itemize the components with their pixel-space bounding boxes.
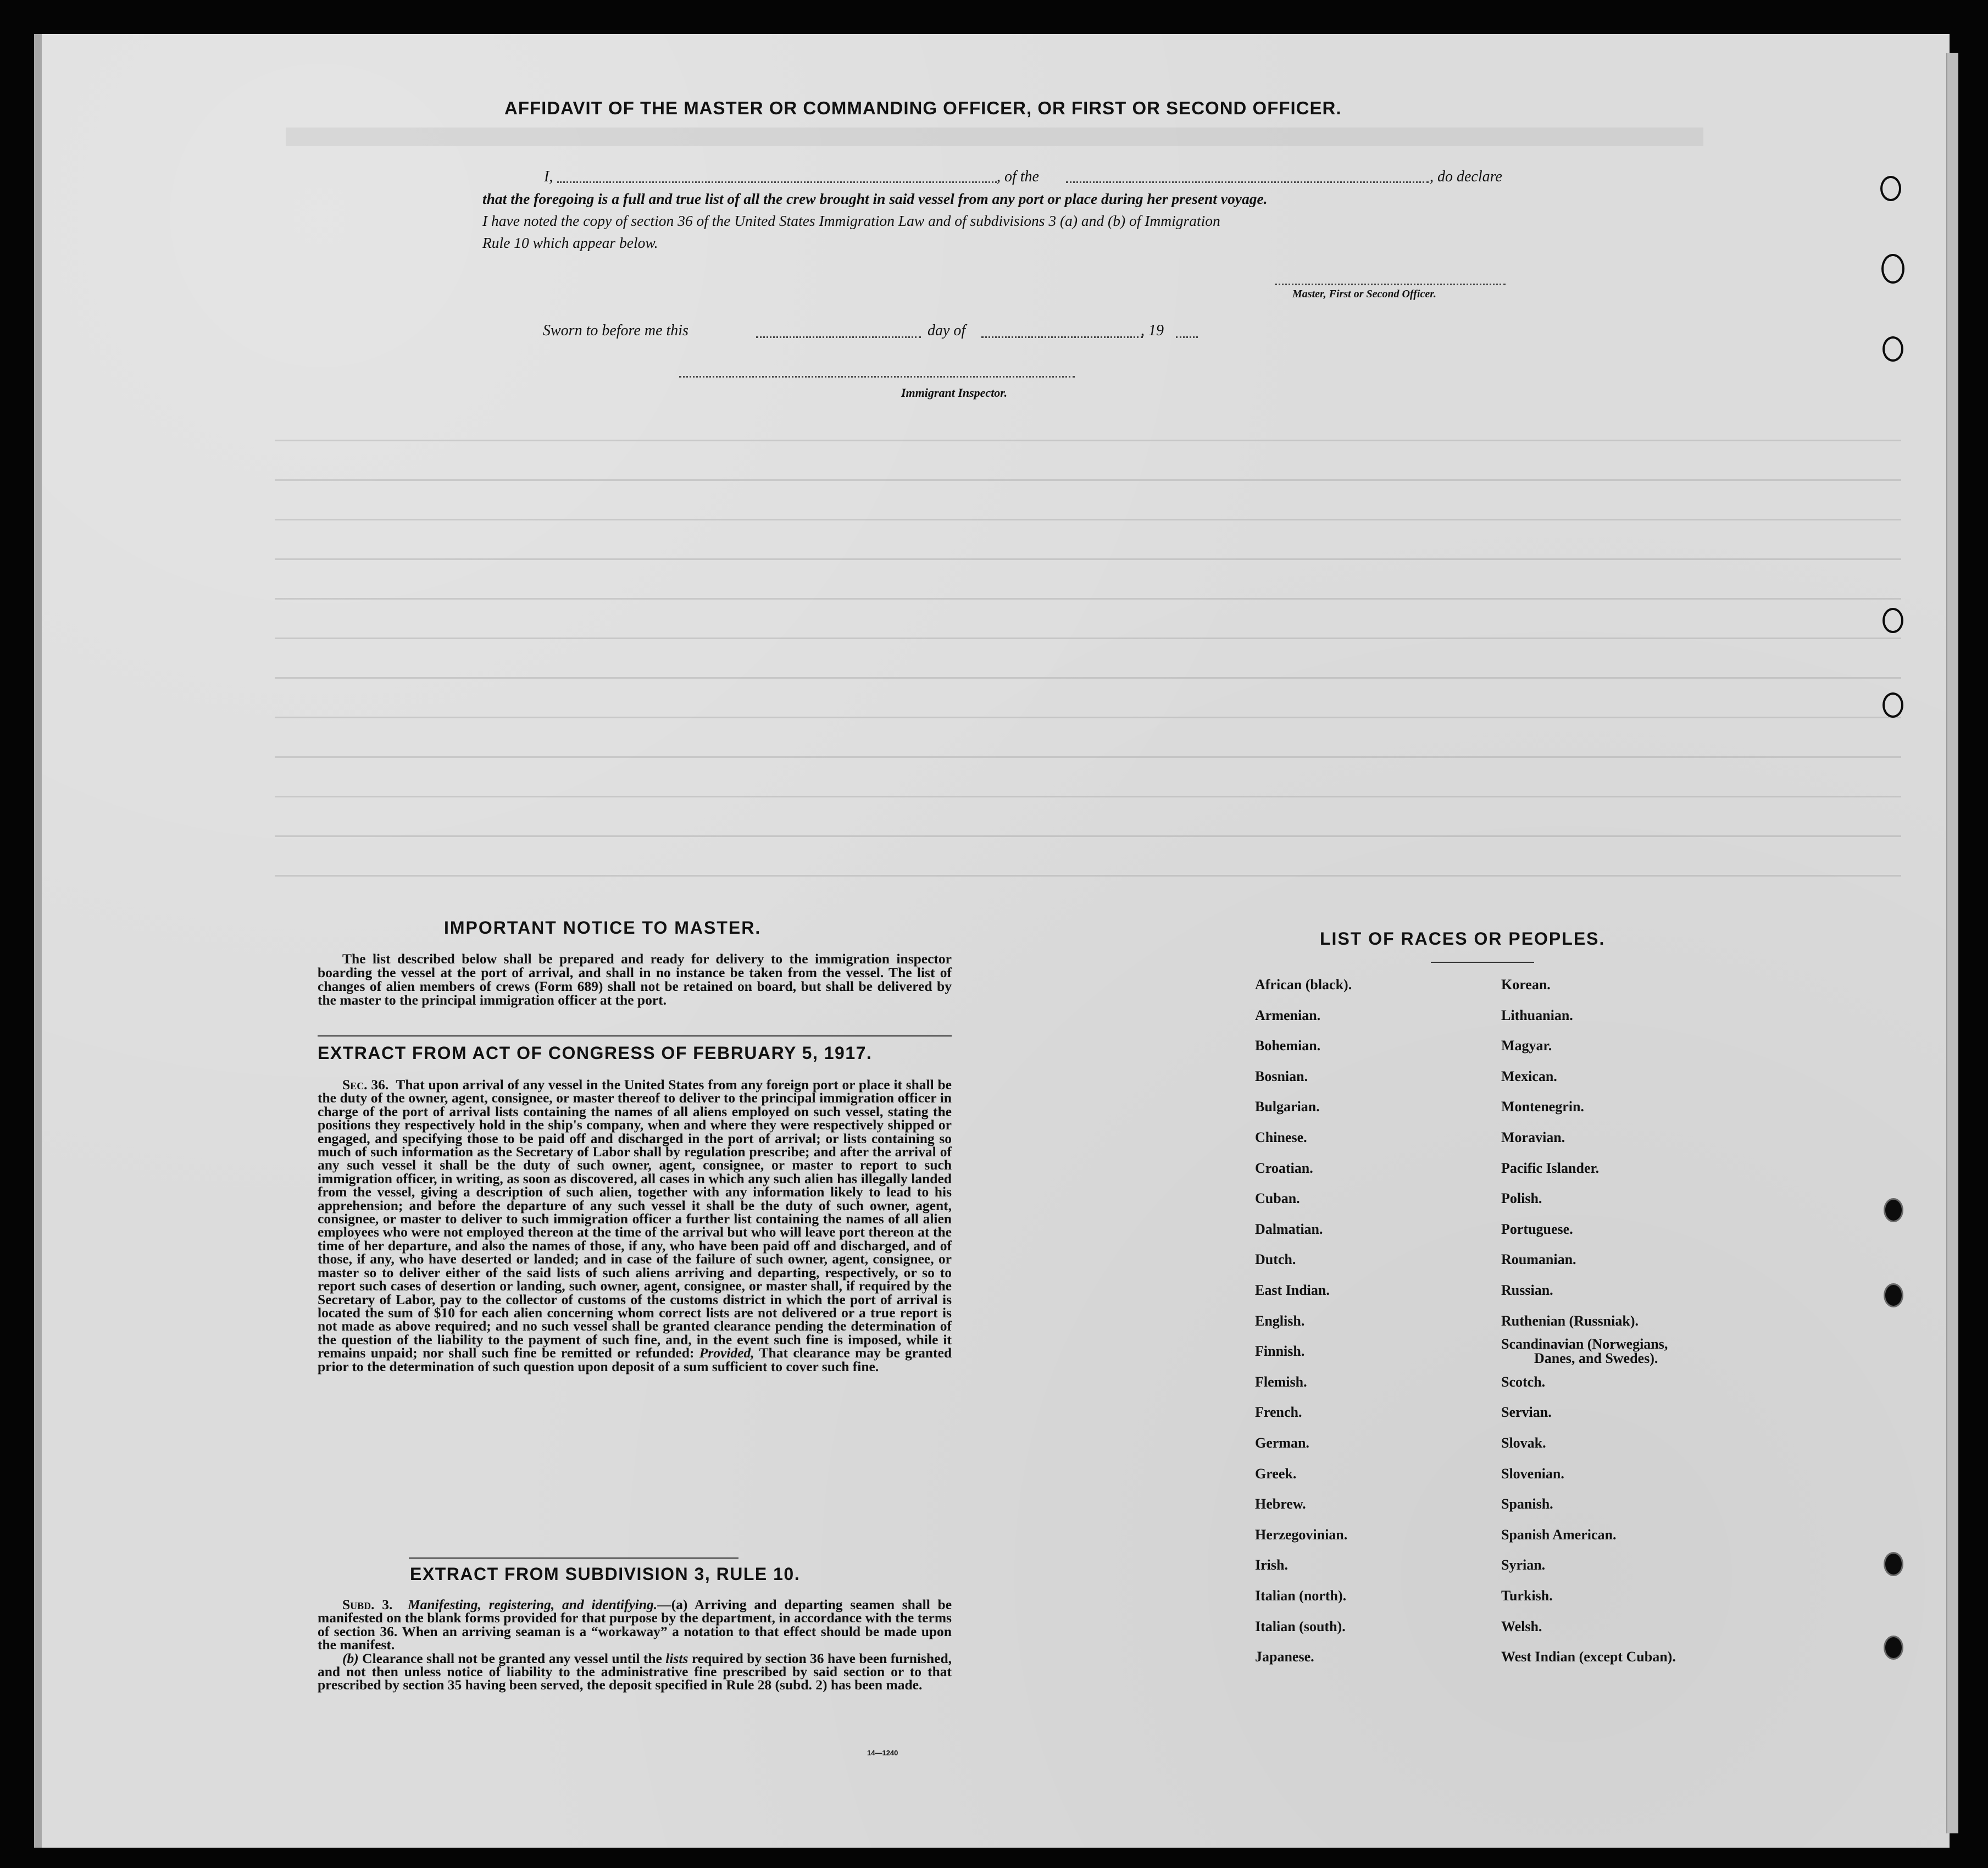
sworn-day-field[interactable] <box>756 336 921 338</box>
binder-hole-icon <box>1884 1198 1903 1222</box>
affidavit-line-3: I have noted the copy of section 36 of the United States Immigration Law and of subdivisions 3 (a) and (b) of Immigration <box>482 212 1220 229</box>
subd-heading: Manifesting, registering, and identifying. <box>407 1597 658 1612</box>
subd-label: Subd. 3. <box>342 1597 393 1612</box>
race-item: Cuban. <box>1255 1190 1300 1206</box>
race-item: Slovak. <box>1501 1435 1546 1451</box>
race-item: Spanish American. <box>1501 1527 1617 1543</box>
races-title-underline <box>1431 962 1534 963</box>
rule-extract-text <box>318 1598 952 1692</box>
race-item: Lithuanian. <box>1501 1007 1573 1023</box>
race-item: Herzegovinian. <box>1255 1527 1348 1543</box>
race-item: Chinese. <box>1255 1129 1307 1145</box>
section-label: Sec. 36. <box>342 1077 389 1093</box>
act-extract-title: EXTRACT FROM ACT OF CONGRESS OF FEBRUARY 5, 1917. <box>318 1043 873 1063</box>
inspector-caption: Immigrant Inspector. <box>901 386 1008 400</box>
race-item: Dalmatian. <box>1255 1221 1323 1237</box>
race-item: West Indian (except Cuban). <box>1501 1649 1676 1665</box>
binder-hole-icon <box>1884 1552 1903 1576</box>
para-b-lists: lists <box>665 1650 688 1666</box>
race-item: Bohemian. <box>1255 1038 1321 1054</box>
inspector-signature-field[interactable] <box>679 376 1075 378</box>
para-b-pre: Clearance shall not be granted any vessel until the <box>362 1650 662 1666</box>
races-title: LIST OF RACES OR PEOPLES. <box>1320 929 1606 949</box>
day-of-label: day of <box>928 322 966 339</box>
affidavit-line-4: Rule 10 which appear below. <box>482 234 658 251</box>
race-item: Flemish. <box>1255 1374 1307 1390</box>
race-item: Magyar. <box>1501 1038 1552 1054</box>
race-item: Mexican. <box>1501 1068 1557 1084</box>
race-item: Russian. <box>1501 1282 1553 1298</box>
race-item: Montenegrin. <box>1501 1099 1584 1115</box>
para-b-post: required by section 36 have been furnished, and not then unless notice of liability to the administrative fine prescribed by said section or to that prescribed by section 35 having been served, the deposit specified in Rule 28 (subd. 2) has been made. <box>318 1650 952 1693</box>
binder-hole-icon <box>1883 336 1903 362</box>
officer-signature-field[interactable] <box>1275 284 1506 285</box>
sworn-month-field[interactable] <box>981 336 1143 338</box>
affidavit-do-declare-label: , do declare <box>1430 168 1502 185</box>
race-item: Irish. <box>1255 1557 1288 1573</box>
race-item: Turkish. <box>1501 1588 1553 1604</box>
sworn-year-field[interactable] <box>1176 336 1198 338</box>
proviso-text: That clearance may be granted prior to the determination of such question upon deposit of a sum sufficient to cover such fine. <box>318 1345 952 1374</box>
race-item: Italian (north). <box>1255 1588 1347 1604</box>
race-item: Portuguese. <box>1501 1221 1573 1237</box>
binder-hole-icon <box>1884 1283 1903 1307</box>
affidavit-title: AFFIDAVIT OF THE MASTER OR COMMANDING OFFICER, OR FIRST OR SECOND OFFICER. <box>504 98 1342 118</box>
form-number: 14—1240 <box>867 1749 898 1757</box>
binder-hole-icon <box>1883 608 1903 633</box>
race-item: Korean. <box>1501 977 1551 993</box>
race-item: Servian. <box>1501 1404 1552 1420</box>
race-item: Croatian. <box>1255 1160 1313 1176</box>
binder-hole-icon <box>1881 254 1904 284</box>
rule-extract-title: EXTRACT FROM SUBDIVISION 3, RULE 10. <box>410 1564 801 1584</box>
affidavit-i-label: I, <box>544 168 553 185</box>
declarant-name-field[interactable] <box>557 181 997 183</box>
year-label: , 19 <box>1141 322 1164 339</box>
affidavit-line-2: that the foregoing is a full and true list of all the crew brought in said vessel from any port or place during her present voyage. <box>482 190 1268 207</box>
race-item: Slovenian. <box>1501 1466 1564 1482</box>
act-extract-text <box>318 1078 952 1373</box>
act-divider <box>409 1557 738 1559</box>
proviso-label: Provided, <box>699 1345 754 1361</box>
race-item: Scandinavian (Norwegians, <box>1501 1336 1668 1352</box>
notice-paragraph: The list described below shall be prepared and ready for delivery to the immigration inspector boarding the vessel at the port of arrival, and shall in no instance be taken from the vessel. The list of changes of alien members of crews (Form 689) shall not be retained on board, but shall be delivered by the master to the principal immigration officer at the port. <box>318 951 952 1008</box>
race-item: Japanese. <box>1255 1649 1314 1665</box>
notice-title: IMPORTANT NOTICE TO MASTER. <box>444 918 762 938</box>
sheet-left-shadow <box>34 34 42 1848</box>
vessel-name-field[interactable] <box>1066 181 1429 183</box>
act-body: That upon arrival of any vessel in the United States from any foreign port or place it shall be the duty of the owner, agent, consignee, or master thereof to deliver to the principal immigration officer in charge of the port of arrival lists containing the names of all aliens employed on such vessel, stating the positions they respectively hold in the ship's company, when and where they were respectively shipped or engaged, and specifying those to be paid off and discharged in the port of arrival; or lists containing so much of such information as the Secretary of Labor shall by regulation prescribe; and after the arrival of any such vessel it shall be the duty of such owner, agent, consignee, or master to report to such immigration officer, in writing, as soon as discovered, all cases in which any such alien has illegally landed from the vessel, giving a description of such alien, together with any information likely to lead to his apprehension; and before the departure of any such vessel it shall be the duty of such owner, agent, consignee, or master to deliver to such immigration officer a further list containing the names of all alien employees who were not employed thereon at the time of the arrival but who will leave port thereon at the time of her departure, and also the names of those, if any, who have been paid off and discharged, and of those, if any, who have deserted or landed; and in case of the failure of such owner, agent, consignee, or master so to deliver either of the said lists of such aliens arriving and departing, respectively, or so to report such cases of desertion or landing, such owner, agent, consignee, or master shall, if required by the Secretary of Labor, pay to the collector of customs of the customs district in which the port of arrival is located the sum of $10 for each alien concerning whom correct lists are not delivered or a true report is not made as above required; and no such vessel shall be granted clearance pending the determination of the question of the liability to the payment of such fine, and, in the event such fine is imposed, while it remains unpaid; nor shall such fine be remitted or refunded: <box>318 1077 952 1361</box>
document-sheet <box>34 34 1950 1848</box>
race-item: Spanish. <box>1501 1496 1553 1512</box>
race-item: Polish. <box>1501 1190 1542 1206</box>
notice-text <box>318 952 952 1007</box>
para-b-label: (b) <box>342 1650 359 1666</box>
race-item: Bulgarian. <box>1255 1099 1320 1115</box>
race-item: Syrian. <box>1501 1557 1546 1573</box>
binding-edge-strip <box>1946 53 1958 1833</box>
race-item: Greek. <box>1255 1466 1297 1482</box>
race-item: Bosnian. <box>1255 1068 1308 1084</box>
race-item: Finnish. <box>1255 1343 1305 1359</box>
sworn-label: Sworn to before me this <box>543 322 688 339</box>
race-item: Pacific Islander. <box>1501 1160 1600 1176</box>
race-item: Scotch. <box>1501 1374 1546 1390</box>
race-item: English. <box>1255 1313 1305 1329</box>
race-item: Danes, and Swedes). <box>1534 1350 1658 1366</box>
race-item: African (black). <box>1255 977 1352 993</box>
officer-signature-caption: Master, First or Second Officer. <box>1292 288 1436 300</box>
race-item: Italian (south). <box>1255 1618 1346 1634</box>
race-item: Moravian. <box>1501 1129 1565 1145</box>
race-item: Hebrew. <box>1255 1496 1306 1512</box>
race-item: Armenian. <box>1255 1007 1321 1023</box>
para-a-label: —(a) <box>657 1597 688 1612</box>
race-item: German. <box>1255 1435 1309 1451</box>
race-item: Roumanian. <box>1501 1251 1576 1267</box>
para-a-text: Arriving and departing seamen shall be manifested on the blank forms provided for that purpose by the department, in accordance with the terms of section 36. When an arriving seaman is a “workaway” a notation to that effect should be made upon the manifest. <box>318 1597 952 1653</box>
race-item: East Indian. <box>1255 1282 1330 1298</box>
binder-hole-icon <box>1884 1636 1903 1660</box>
race-item: French. <box>1255 1404 1302 1420</box>
notice-divider <box>318 1035 952 1036</box>
race-item: Dutch. <box>1255 1251 1296 1267</box>
race-item: Ruthenian (Russniak). <box>1501 1313 1639 1329</box>
binder-hole-icon <box>1880 176 1901 201</box>
binder-hole-icon <box>1883 692 1903 718</box>
race-item: Welsh. <box>1501 1618 1542 1634</box>
affidavit-of-the-label: , of the <box>997 168 1039 185</box>
